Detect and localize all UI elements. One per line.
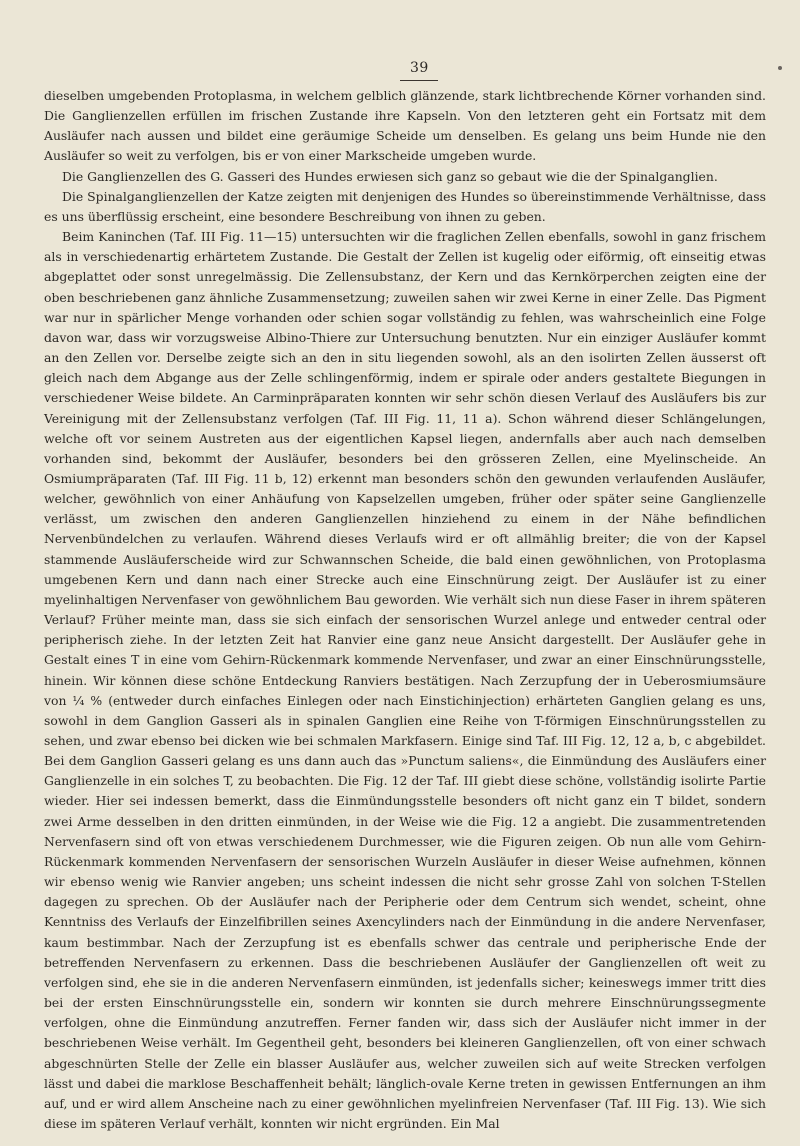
paragraph-1: dieselben umgebenden Protoplasma, in welchem gelblich glänzende, stark lichtbrechende Körner vorhanden sind. Die Ganglienzellen erfüllen im frischen Zustande ihre Kapseln. Von den letzteren geht ein Fortsatz mit dem Ausläufer nach aussen und bildet eine geräumige Scheide um denselben. Es gelang uns beim Hunde nie den Ausläufer so weit zu verfolgen, bis er von einer Markscheide umgeben wurde.: [44, 88, 766, 164]
page-number: 39: [410, 60, 429, 76]
page-number-rule: [400, 80, 438, 81]
page-speck: [778, 66, 782, 70]
body-text: [44, 86, 766, 1134]
paragraph-4: Beim Kaninchen (Taf. III Fig. 11—15) untersuchten wir die fraglichen Zellen ebenfalls, sowohl in ganz frischem als in verschiedenartig erhärtetem Zustande. Die Gestalt der Zellen ist kugelig oder eiförmig, oft einseitig etwas abgeplattet oder sonst unregelmässig. Die Zellensubstanz, der Kern und das Kernkörperchen zeigten eine der oben beschriebenen ganz ähnliche Zusammensetzung; zuweilen sahen wir zwei Kerne in einer Zelle. Das Pigment war nur in spärlicher Menge vorhanden oder schien sogar vollständig zu fehlen, was wahrscheinlich eine Folge davon war, dass wir vorzugsweise Albino-Thiere zur Untersuchung benutzten. Nur ein einziger Ausläufer kommt an den Zellen vor. Derselbe zeigte sich an den in situ liegenden sowohl, als an den isolirten Zellen äusserst oft gleich nach dem Abgange aus der Zelle schlingenförmig, indem er spirale oder anders gestaltete Biegungen in verschiedener Weise bildete. An Carminpräparaten konnten wir sehr schön diesen Verlauf des Ausläufers bis zur Vereinigung mit der Zellensubstanz verfolgen (Taf. III Fig. 11, 11 a). Schon während dieser Schlängelungen, welche oft vor seinem Austreten aus der eigentlichen Kapsel liegen, andernfalls aber auch nach demselben vorhanden sind, bekommt der Ausläufer, besonders bei den grösseren Zellen, eine Myelinscheide. An Osmiumpräparaten (Taf. III Fig. 11 b, 12) erkennt man besonders schön den gewunden verlaufenden Ausläufer, welcher, gewöhnlich von einer Anhäufung von Kapselzellen umgeben, früher oder später seine Ganglienzelle verlässt, um zwischen den anderen Ganglienzellen hinziehend zu einem in der Nähe befindlichen Nervenbündelchen zu verlaufen. Während dieses Verlaufs wird er oft allmählig breiter; die von der Kapsel stammende Ausläuferscheide wird zur Schwannschen Scheide, die bald einen gewöhnlichen, von Protoplasma umgebenen Kern und dann nach einer Strecke auch eine Einschnürung zeigt. Der Ausläufer ist zu einer myelinhaltigen Nervenfaser von gewöhnlichem Bau geworden. Wie verhält sich nun diese Faser in ihrem späteren Verlauf? Früher meinte man, dass sie sich einfach der sensorischen Wurzel anlege und entweder central oder peripherisch ziehe. In der letzten Zeit hat Ranvier eine ganz neue Ansicht dargestellt. Der Ausläufer gehe in Gestalt eines T in eine vom Gehirn-Rückenmark kommende Nervenfaser, und zwar an einer Einschnürungsstelle, hinein. Wir können diese schöne Entdeckung Ranviers bestätigen. Nach Zerzupfung der in Ueberosmiumsäure von ¼ % (entweder durch einfaches Einlegen oder nach Einstichinjection) erhärteten Ganglien gelang es uns, sowohl in dem Ganglion Gasseri als in spinalen Ganglien eine Reihe von T-förmigen Einschnürungsstellen zu sehen, und zwar ebenso bei dicken wie bei schmalen Markfasern. Einige sind Taf. III Fig. 12, 12 a, b, c abgebildet. Bei dem Ganglion Gasseri gelang es uns dann auch das »Punctum saliens«, die Einmündung des Ausläufers einer Ganglienzelle in ein solches T, zu beobachten. Die Fig. 12 der Taf. III giebt diese schöne, vollständig isolirte Partie wieder. Hier sei indessen bemerkt, dass die Einmündungsstelle besonders oft nicht ganz ein T bildet, sondern zwei Arme desselben in den dritten einmünden, in der Weise wie die Fig. 12 a angiebt. Die zusammentretenden Nervenfasern sind oft von etwas verschiedenem Durchmesser, wie die Figuren zeigen. Ob nun alle vom Gehirn-Rückenmark kommenden Nervenfasern der sensorischen Wurzeln Ausläufer in dieser Weise aufnehmen, können wir ebenso wenig wie Ranvier angeben; uns scheint indessen die nicht sehr grosse Zahl von solchen T-Stellen dagegen zu sprechen. Ob der Ausläufer nach der Peripherie oder dem Centrum sich wendet, scheint, ohne Kenntniss des Verlaufs der Einzelfibrillen seines Axencylinders nach der Einmündung in die andere Nervenfaser, kaum bestimmbar. Nach der Zerzupfung ist es ebenfalls schwer das centrale und peripherische Ende der betreffenden Nervenfasern zu erkennen. Dass die beschriebenen Ausläufer der Ganglienzellen oft weit zu verfolgen sind, ehe sie in die anderen Nervenfasern einmünden, ist jedenfalls sicher; keineswegs immer tritt dies bei der ersten Einschnürungsstelle ein, sondern wir konnten sie durch mehrere Einschnürungssegmente verfolgen, ohne die Einmündung anzutreffen. Ferner fanden wir, dass sich der Ausläufer nicht immer in der beschriebenen Weise verhält. Im Gegentheil geht, besonders bei kleineren Ganglienzellen, oft von einer schwach abgeschnürten Stelle der Zelle ein blasser Ausläufer aus, welcher zuweilen sich auf weite Strecken verfolgen lässt und dabei die marklose Beschaffenheit behält; länglich-ovale Kerne treten in gewissen Entfernungen an ihm auf, und er wird allem Anscheine nach zu einer gewöhnlichen myelinfreien Nervenfaser (Taf. III Fig. 13). Wie sich diese im späteren Verlauf verhält, konnten wir nicht ergründen. Ein Mal: [44, 229, 766, 1131]
paragraph-2: Die Ganglienzellen des G. Gasseri des Hundes erwiesen sich ganz so gebaut wie die der Spinalganglien.: [62, 168, 718, 184]
paragraph-3: Die Spinalganglienzellen der Katze zeigten mit denjenigen des Hundes so übereinstimmende Verhältnisse, dass es uns überflüssig erscheint, eine besondere Beschreibung von ihnen zu geben.: [44, 188, 766, 224]
